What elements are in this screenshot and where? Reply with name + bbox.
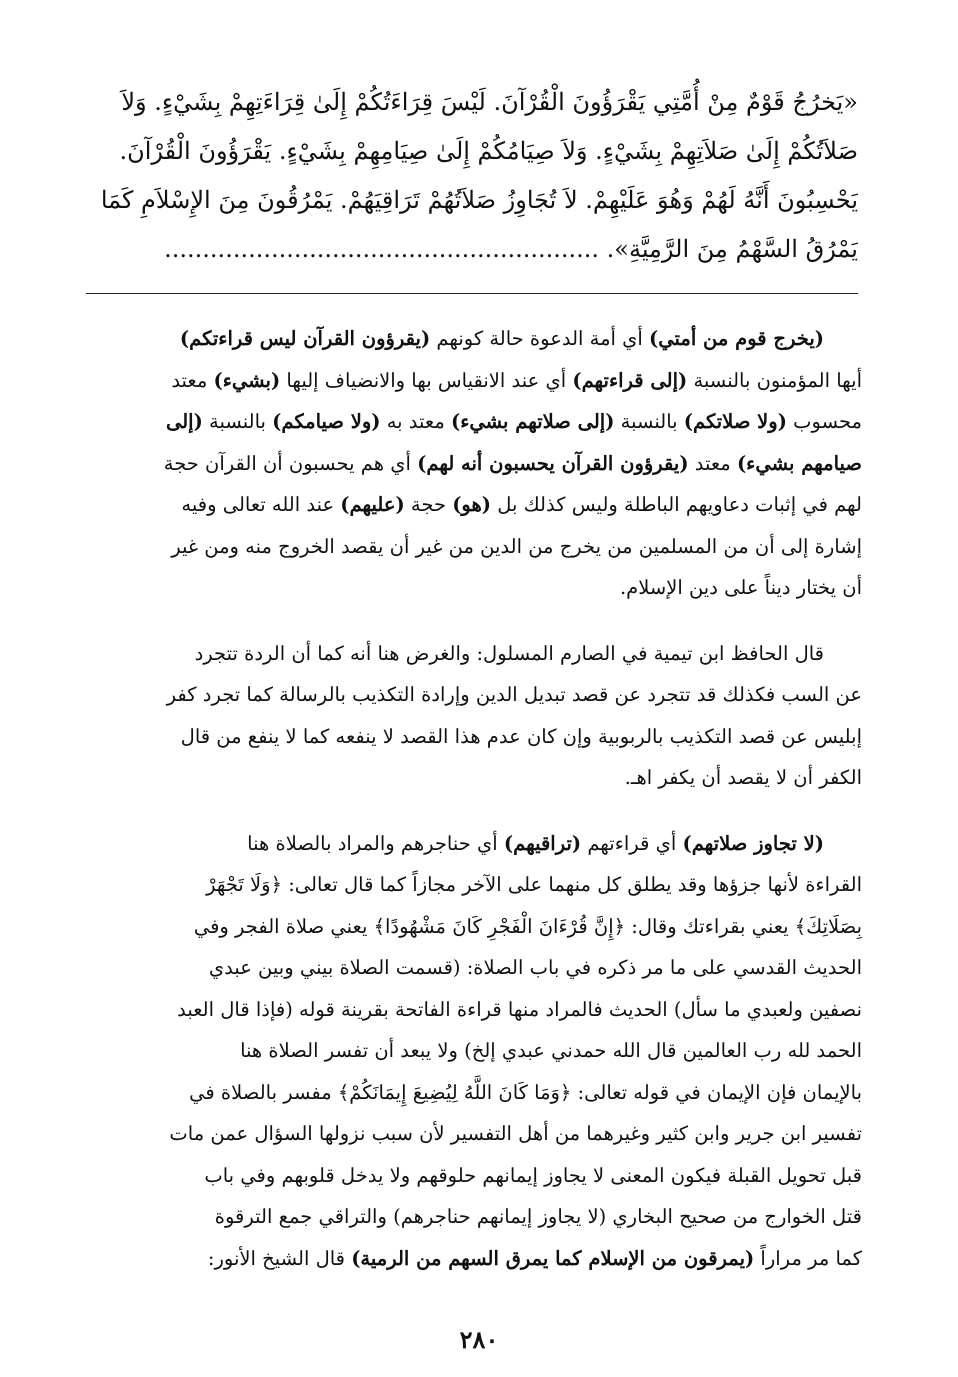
text-line: الحمد لله رب العالمين قال الله حمدني عبدي إلخ) ولا يبعد أن تفسر الصلاة هنا — [240, 1039, 862, 1062]
text-line: عن السب فكذلك قد تتجرد عن قصد تبديل الدين وإرادة التكذيب بالرسالة كما تجرد كفر — [166, 683, 862, 706]
text-line: قبل تحويل القبلة فيكون المعنى لا يجاوز إيمانهم حلوقهم ولا يدخل قلوبهم وفي باب — [204, 1163, 862, 1187]
text-line: محسوب (ولا صلاتكم) بالنسبة (إلى صلاتهم بشيء) معتد به (ولا صيامكم) بالنسبة (إلى — [165, 410, 862, 433]
text-line: الحديث القدسي على ما مر ذكره في باب الصلاة: (قسمت الصلاة بيني وبين عبدي — [208, 956, 862, 979]
text-line: بالإيمان فإن الإيمان في قوله تعالى: ﴿وَمَا كَانَ اللَّهُ لِيُضِيعَ إِيمَانَكُمْ﴾ مفسر بالصلاة في — [189, 1080, 862, 1104]
hadith-line: صَلاَتُكُمْ إِلَىٰ صَلاَتِهِمْ بِشَيْءٍ. وَلاَ صِيَامُكُمْ إِلَىٰ صِيَامِهِمْ بِشَيْءٍ. يَقْرَؤُونَ الْقُرْآنَ. — [119, 137, 858, 165]
text-line: نصفين ولعبدي ما سأل) الحديث فالمراد منها قراءة الفاتحة بقرينة قوله (فإذا قال العبد — [177, 997, 862, 1021]
hadith-line: يَحْسِبُونَ أَنَّهُ لَهُمْ وَهُوَ عَلَيْهِمْ. لاَ تُجَاوِزُ صَلاَتُهُمْ تَرَاقِيَهُمْ. يَمْرُقُونَ مِنَ الإِسْلاَمِ كَمَا — [100, 186, 858, 214]
text-line: قال الحافظ ابن تيمية في الصارم المسلول: والغرض هنا أنه كما أن الردة تتجرد — [194, 641, 824, 665]
commentary-paragraph — [86, 318, 862, 609]
text-line: بِصَلَاتِكَ﴾ يعني بقراءتك وقال: ﴿إِنَّ قُرْءَانَ الْفَجْرِ كَانَ مَشْهُودًا﴾ يعني صلاة الفجر وفي — [193, 914, 862, 938]
text-line: لهم في إثبات دعاويهم الباطلة وليس كذلك بل (هو) حجة (عليهم) عند الله تعالى وفيه — [181, 493, 862, 516]
text-line: تفسير ابن جرير وابن كثير وغيرهما من أهل التفسير لأن سبب نزولها السؤال عمن مات — [169, 1122, 862, 1145]
text-line: الكفر أن لا يقصد أن يكفر اهـ. — [624, 766, 862, 789]
hadith-line: يَمْرُقُ السَّهْمُ مِنَ الرَّمِيَّةِ». ......................................................... — [164, 235, 858, 263]
text-line: إشارة إلى أن من المسلمين من يخرج من الدين من غير أن يقصد الخروج منه ومن غير — [171, 534, 862, 558]
text-line: (لا تجاوز صلاتهم) أي قراءتهم (تراقيهم) أي حناجرهم والمراد بالصلاة هنا — [247, 831, 824, 855]
text-line: أيها المؤمنون بالنسبة (إلى قراءتهم) أي عند الانقياس بها والانضياف إليها (بشيء) معتد — [171, 368, 862, 392]
text-line: إبليس عن قصد التكذيب بالربوبية وإن كان عدم هذا القصد لا ينفعه كما لا ينفع من قال — [180, 724, 862, 748]
commentary — [86, 318, 862, 1279]
text-line: قتل الخوارج من صحيح البخاري (لا يجاوز إيمانهم حناجرهم) والتراقي جمع الترقوة — [214, 1205, 862, 1228]
text-line: كما مر مراراً (يمرقون من الإسلام كما يمرق السهم من الرمية) قال الشيخ الأنور: — [207, 1246, 862, 1270]
hadith-line: «يَخرُجُ قَوْمٌ مِنْ أُمَّتِي يَقْرَؤُونَ الْقُرْآنَ. لَيْسَ قِرَاءَتُكُمْ إِلَىٰ قِرَاءَتِهِمْ بِشَيْءٍ. وَلاَ — [121, 88, 858, 116]
text-line: (يخرج قوم من أمتي) أي أمة الدعوة حالة كونهم (يقرؤون القرآن ليس قراءتكم) — [179, 327, 824, 350]
commentary-paragraph — [86, 823, 862, 1280]
text-line: صيامهم بشيء) معتد (يقرؤون القرآن يحسبون أنه لهم) أي هم يحسبون أن القرآن حجة — [163, 451, 862, 475]
section-divider — [86, 293, 858, 294]
page-number: ٢٨٠ — [459, 1325, 499, 1354]
text-line: القراءة لأنها جزؤها وقد يطلق كل منهما على الآخر مجازاً كما قال تعالى: ﴿وَلَا تَجْهَرْ — [206, 873, 862, 896]
text-line: أن يختار ديناً على دين الإسلام. — [619, 576, 862, 599]
hadith-text — [86, 78, 858, 274]
commentary-paragraph — [86, 633, 862, 799]
